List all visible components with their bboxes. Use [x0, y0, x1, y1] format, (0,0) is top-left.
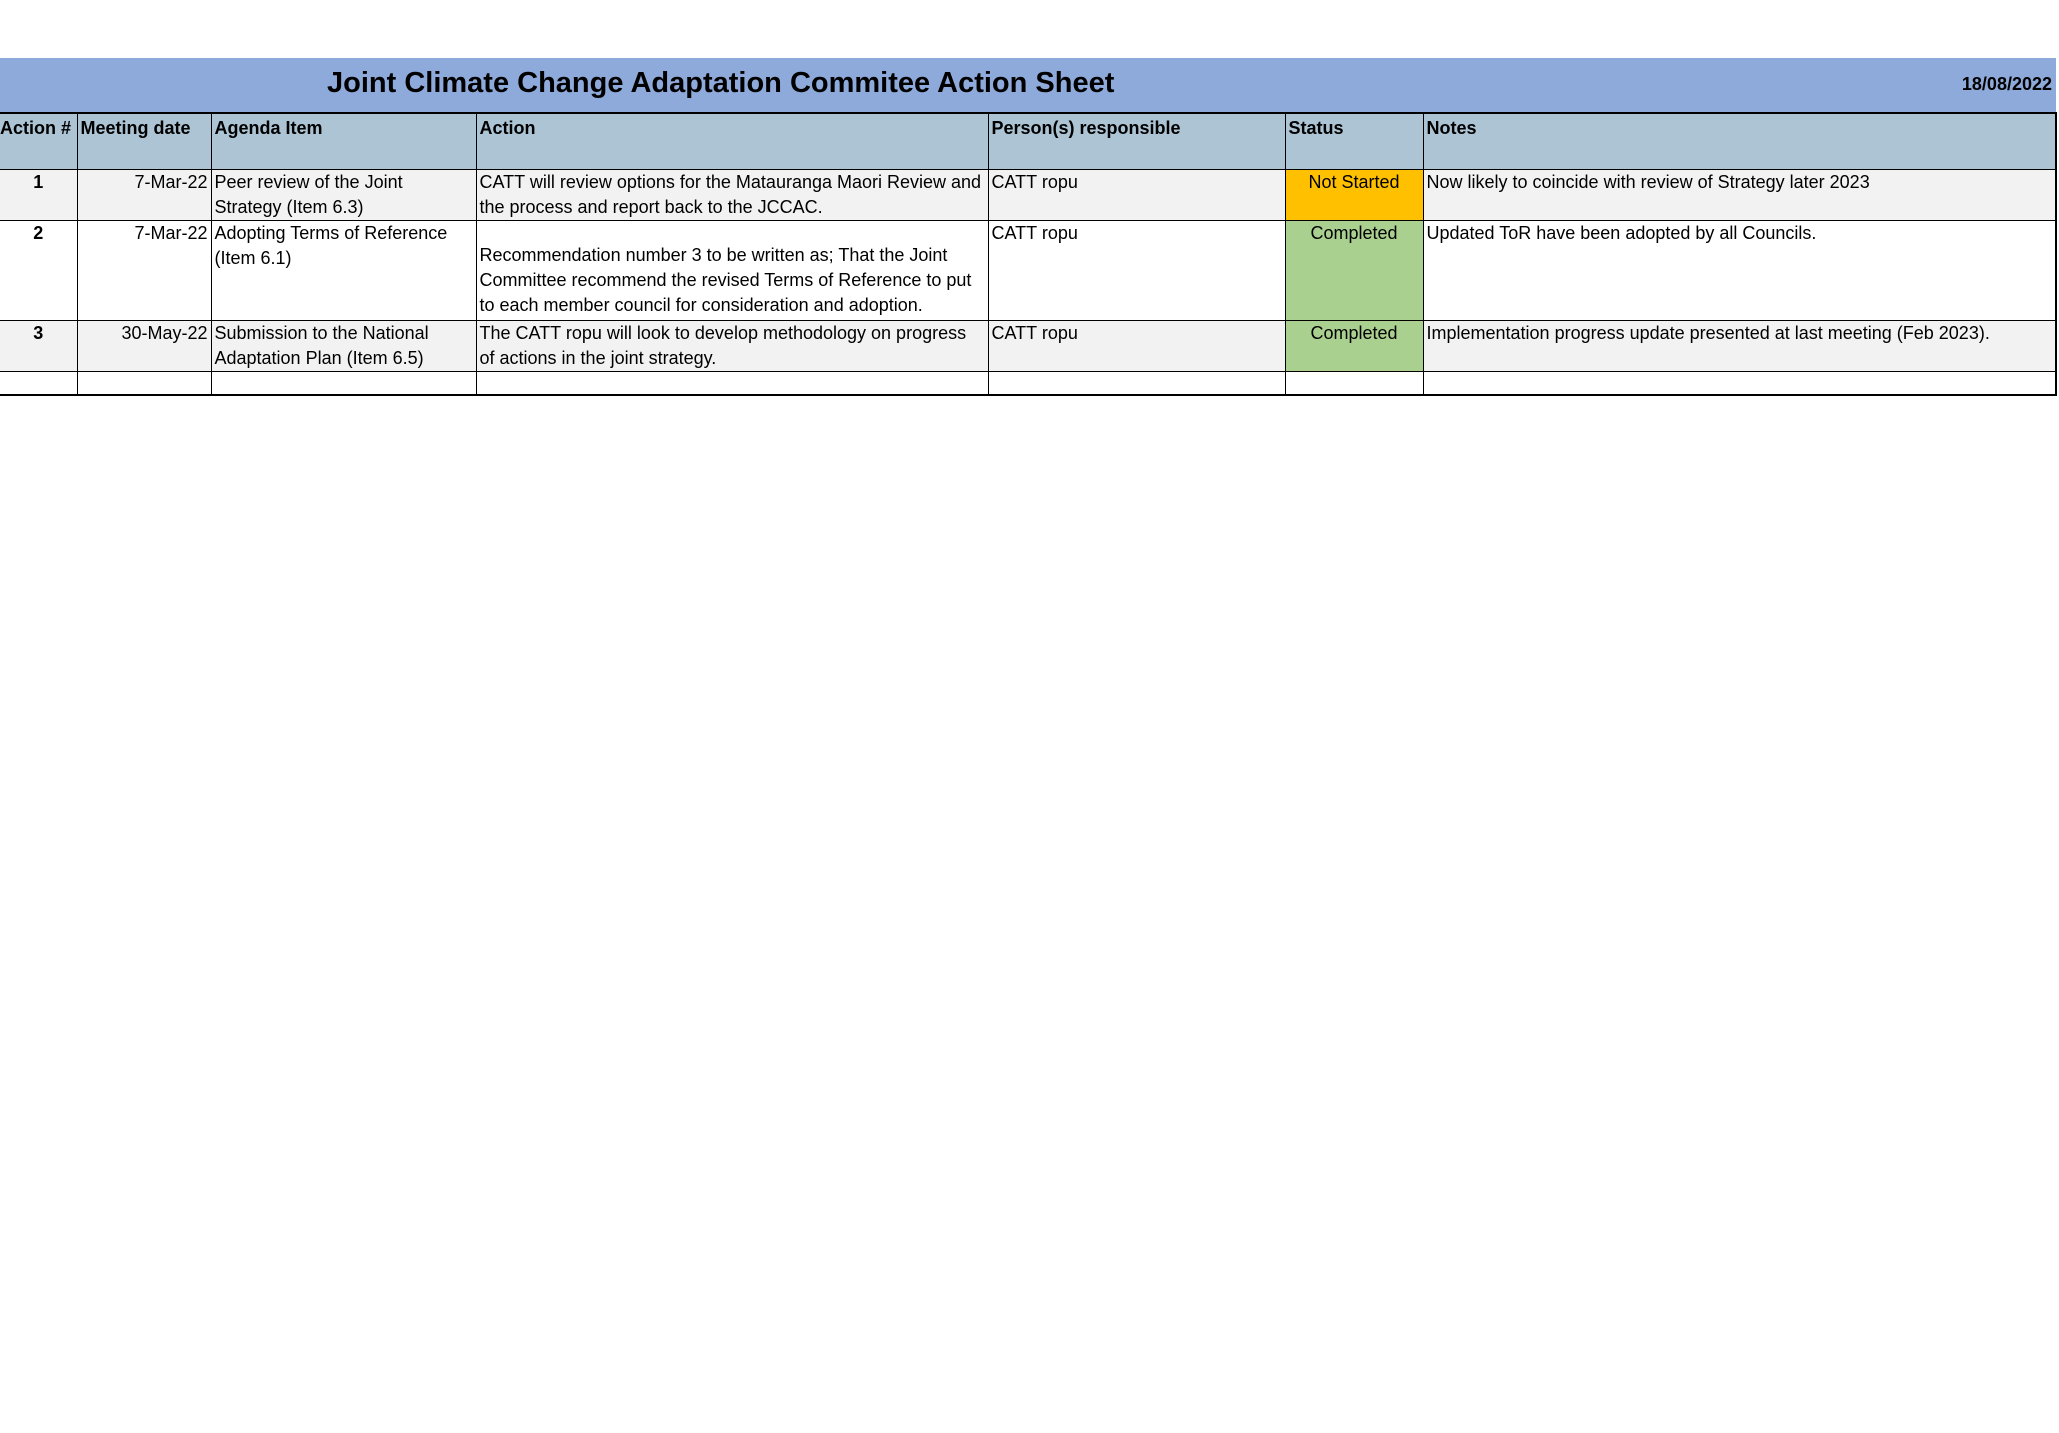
header-row: [0, 113, 2056, 169]
cell-meeting-date[interactable]: 30-May-22: [77, 320, 211, 371]
cell-meeting-date[interactable]: 7-Mar-22: [77, 169, 211, 220]
table-row: [0, 320, 2056, 371]
cell-status[interactable]: Completed: [1285, 220, 1423, 320]
action-table: [0, 112, 2057, 396]
empty-cell[interactable]: [211, 371, 476, 395]
header-action-number[interactable]: Action #: [0, 113, 77, 169]
header-notes[interactable]: Notes: [1423, 113, 2056, 169]
cell-notes[interactable]: Now likely to coincide with review of Strategy later 2023: [1423, 169, 2056, 220]
cell-action-number[interactable]: 1: [0, 169, 77, 220]
cell-action[interactable]: Recommendation number 3 to be written as; That the Joint Committee recommend the revised Terms of Reference to put to each member council for consideration and adoption.: [476, 220, 988, 320]
header-action[interactable]: Action: [476, 113, 988, 169]
empty-cell[interactable]: [1285, 371, 1423, 395]
empty-cell[interactable]: [1423, 371, 2056, 395]
cell-action-number[interactable]: 2: [0, 220, 77, 320]
title-band: [0, 58, 2056, 112]
cell-agenda-item[interactable]: Adopting Terms of Reference (Item 6.1): [211, 220, 476, 320]
empty-cell[interactable]: [0, 371, 77, 395]
cell-action[interactable]: CATT will review options for the Matauranga Maori Review and the process and report back to the JCCAC.: [476, 169, 988, 220]
cell-notes[interactable]: Implementation progress update presented at last meeting (Feb 2023).: [1423, 320, 2056, 371]
cell-notes[interactable]: Updated ToR have been adopted by all Councils.: [1423, 220, 2056, 320]
action-sheet: [0, 58, 2056, 396]
header-meeting-date[interactable]: Meeting date: [77, 113, 211, 169]
cell-status[interactable]: Not Started: [1285, 169, 1423, 220]
cell-action-number[interactable]: 3: [0, 320, 77, 371]
cell-agenda-item[interactable]: Peer review of the Joint Strategy (Item 6.3): [211, 169, 476, 220]
cell-responsible[interactable]: CATT ropu: [988, 320, 1285, 371]
sheet-title: Joint Climate Change Adaptation Commitee Action Sheet: [327, 67, 1115, 99]
empty-cell[interactable]: [988, 371, 1285, 395]
empty-row: [0, 371, 2056, 395]
header-agenda-item[interactable]: Agenda Item: [211, 113, 476, 169]
cell-agenda-item[interactable]: Submission to the National Adaptation Plan (Item 6.5): [211, 320, 476, 371]
sheet-date: 18/08/2022: [1961, 74, 2052, 94]
cell-responsible[interactable]: CATT ropu: [988, 220, 1285, 320]
cell-responsible[interactable]: CATT ropu: [988, 169, 1285, 220]
header-status[interactable]: Status: [1285, 113, 1423, 169]
empty-cell[interactable]: [77, 371, 211, 395]
cell-action[interactable]: The CATT ropu will look to develop methodology on progress of actions in the joint strategy.: [476, 320, 988, 371]
cell-meeting-date[interactable]: 7-Mar-22: [77, 220, 211, 320]
cell-status[interactable]: Completed: [1285, 320, 1423, 371]
table-row: [0, 220, 2056, 320]
empty-cell[interactable]: [476, 371, 988, 395]
table-row: [0, 169, 2056, 220]
header-responsible[interactable]: Person(s) responsible: [988, 113, 1285, 169]
